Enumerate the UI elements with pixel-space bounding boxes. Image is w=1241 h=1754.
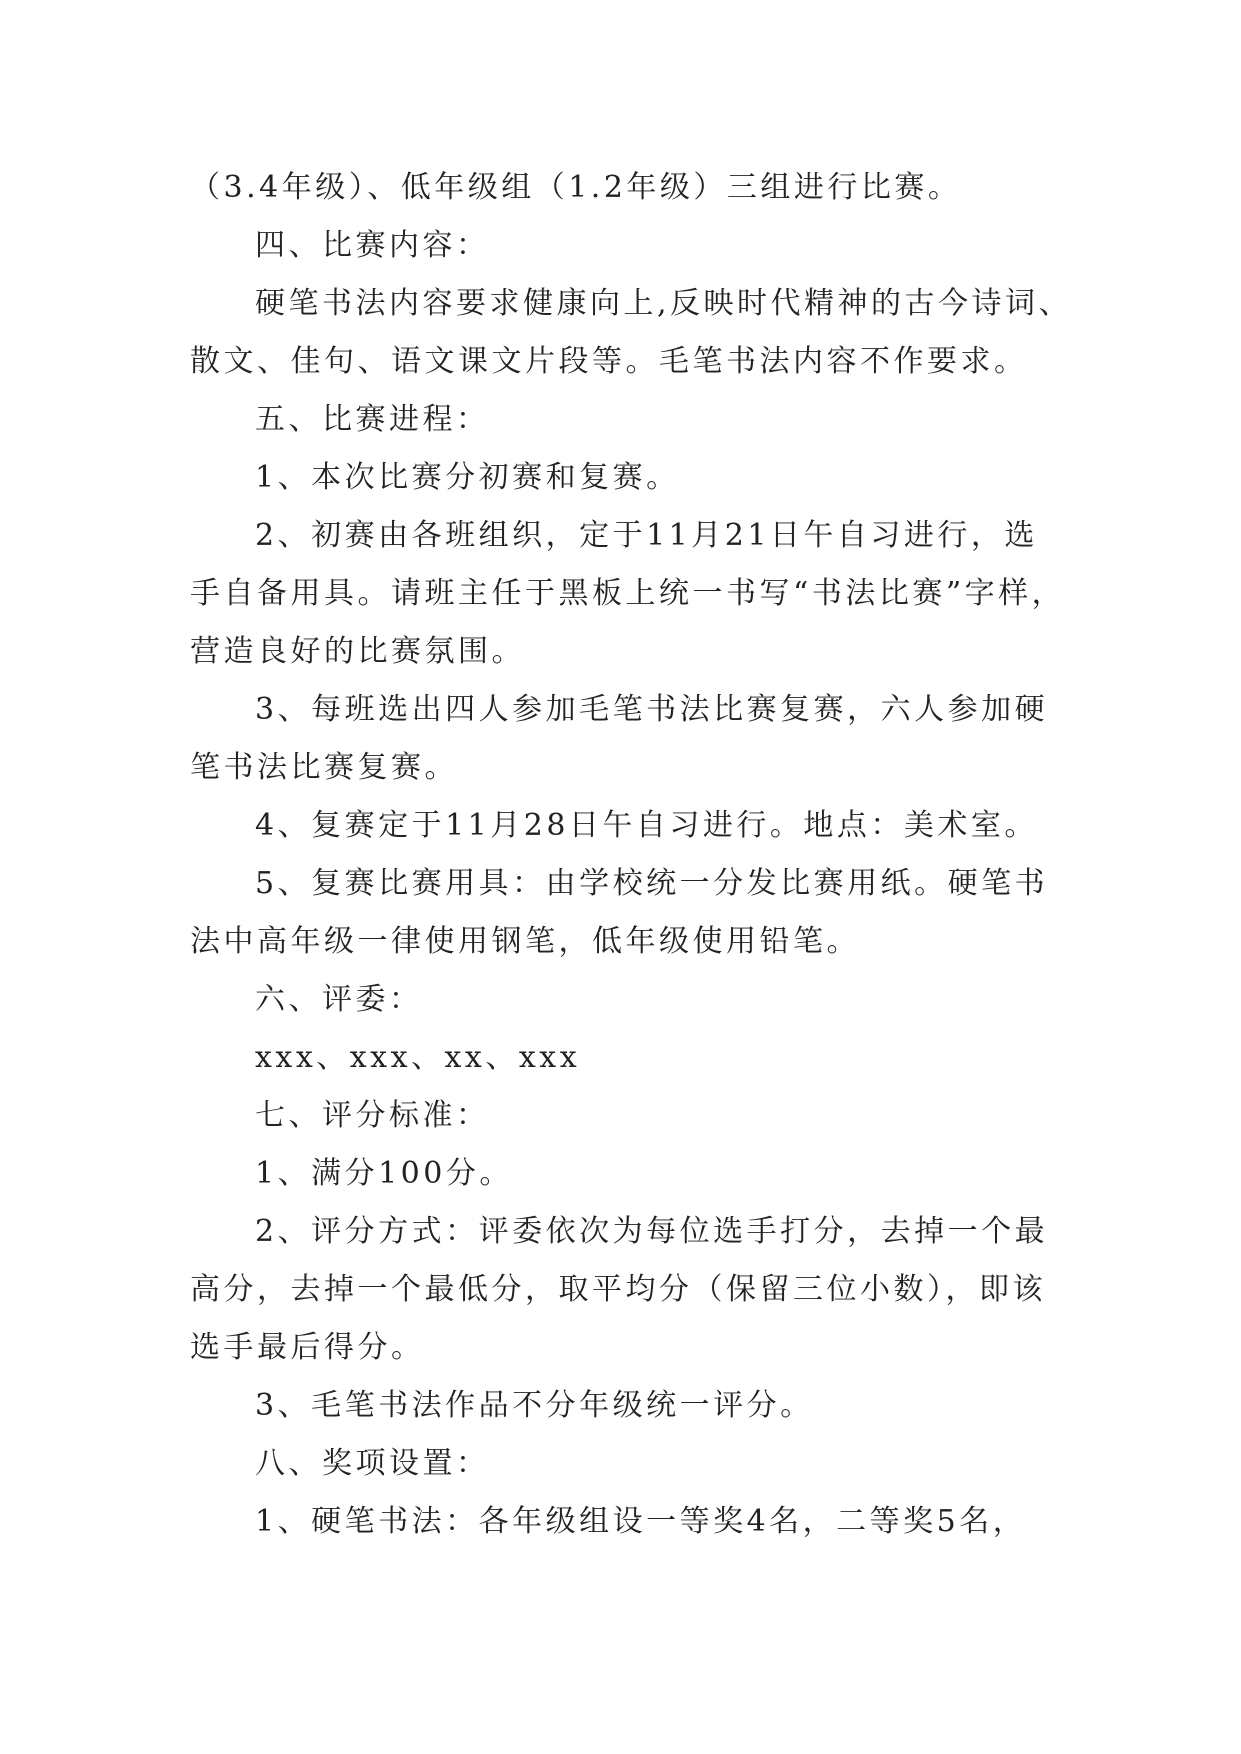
section-heading: 四、比赛内容：: [255, 228, 490, 263]
text-line: 硬笔书法内容要求健康向上,反映时代精神的古今诗词、: [255, 286, 1073, 321]
text-line: 法中高年级一律使用钢笔，低年级使用铅笔。: [190, 924, 860, 959]
text-line: 5、复赛比赛用具：由学校统一分发比赛用纸。硬笔书: [255, 866, 1049, 901]
section-heading: 八、奖项设置：: [255, 1446, 490, 1481]
text-line: 营造良好的比赛氛围。: [190, 634, 525, 669]
section-heading: 五、比赛进程：: [255, 402, 490, 437]
section-heading: 六、评委：: [255, 982, 423, 1017]
text-line: 1、满分100分。: [255, 1156, 513, 1191]
text-line: 选手最后得分。: [190, 1330, 425, 1365]
text-line: 2、初赛由各班组织，定于11月21日午自习进行，选: [255, 518, 1038, 553]
text-line: 1、本次比赛分初赛和复赛。: [255, 460, 680, 495]
text-line: （3.4年级）、低年级组（1.2年级）三组进行比赛。: [190, 170, 962, 205]
text-line: 手自备用具。请班主任于黑板上统一书写“书法比赛”字样，: [190, 576, 1066, 611]
text-line: 高分，去掉一个最低分，取平均分（保留三位小数），即该: [190, 1272, 1046, 1307]
section-heading: 七、评分标准：: [255, 1098, 490, 1133]
text-line: xxx、xxx、xx、xxx: [255, 1040, 581, 1075]
text-line: 散文、佳句、语文课文片段等。毛笔书法内容不作要求。: [190, 344, 1028, 379]
text-line: 4、复赛定于11月28日午自习进行。地点：美术室。: [255, 808, 1038, 843]
text-line: 3、毛笔书法作品不分年级统一评分。: [255, 1388, 814, 1423]
text-line: 笔书法比赛复赛。: [190, 750, 458, 785]
text-line: 1、硬笔书法：各年级组设一等奖4名，二等奖5名，: [255, 1504, 1027, 1539]
text-line: 2、评分方式：评委依次为每位选手打分，去掉一个最: [255, 1214, 1049, 1249]
text-line: 3、每班选出四人参加毛笔书法比赛复赛，六人参加硬: [255, 692, 1049, 727]
